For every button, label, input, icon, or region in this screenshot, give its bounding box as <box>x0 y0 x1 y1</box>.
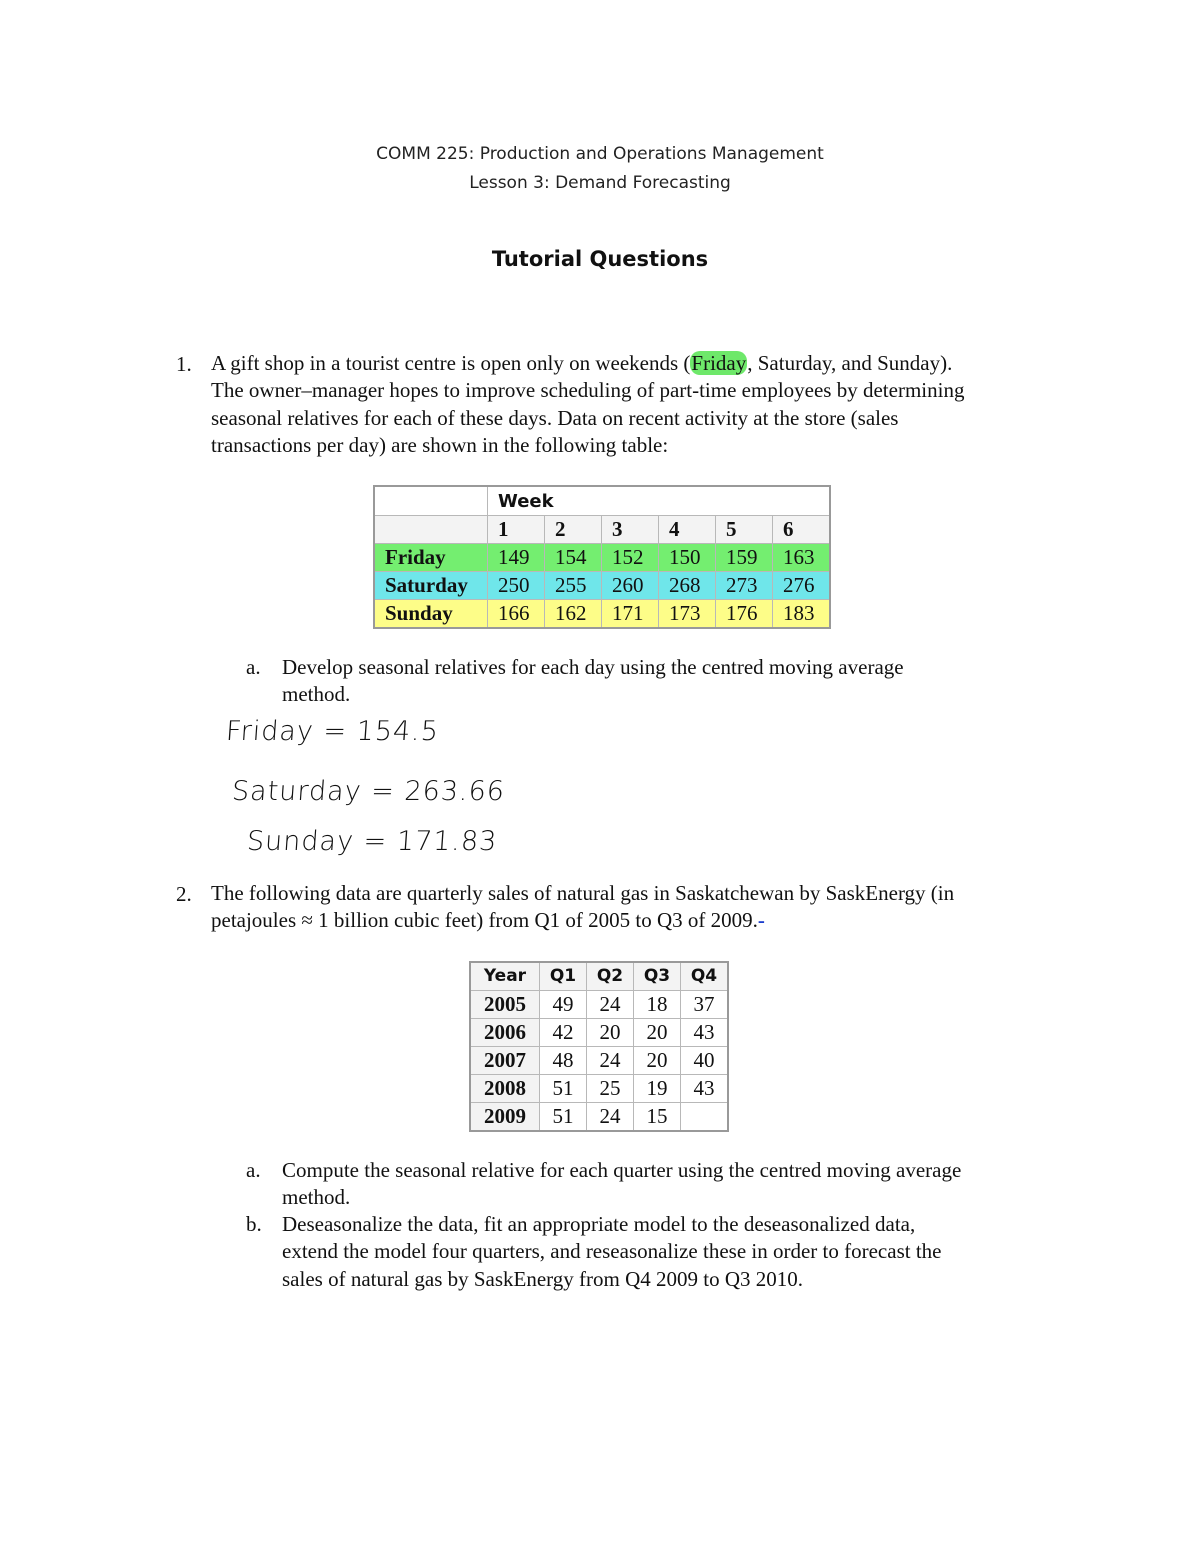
table-cell: 40 <box>681 1047 729 1075</box>
table-cell: 48 <box>540 1047 587 1075</box>
table-cell: 152 <box>602 544 659 572</box>
question-2-line-2: petajoules ≈ 1 billion cubic feet) from Q1 of 2005 to Q3 of 2009. <box>211 908 758 933</box>
question-1-line-3: seasonal relatives for each of these days. Data on recent activity at the store (sales <box>211 405 899 430</box>
course-title: COMM 225: Production and Operations Management <box>376 144 824 164</box>
q2-part-a-text <box>282 1157 1082 1212</box>
year-cell: 2008 <box>470 1075 540 1103</box>
question-1-number: 1. <box>176 352 192 376</box>
q2-part-a-line-2: method. <box>282 1185 351 1210</box>
table-cell: 49 <box>540 991 587 1019</box>
week-label: Week <box>498 491 554 512</box>
table-row <box>470 1047 728 1075</box>
table-cell: 19 <box>634 1075 681 1103</box>
header-q3: Q3 <box>634 962 681 991</box>
table-cell <box>681 1103 729 1132</box>
table-cell: 15 <box>634 1103 681 1132</box>
lesson-title: Lesson 3: Demand Forecasting <box>469 173 731 193</box>
table-row-friday <box>374 544 830 572</box>
header-q2: Q2 <box>587 962 634 991</box>
handwritten-sunday-answer: Sunday = 171.83 <box>245 826 499 857</box>
q1-part-a-line-1: Develop seasonal relatives for each day using the centred moving average <box>282 655 904 679</box>
question-1-line-1 <box>211 350 1111 377</box>
table-cell: 176 <box>716 600 773 629</box>
year-cell: 2006 <box>470 1019 540 1047</box>
table-cell: 183 <box>773 600 831 629</box>
header-year: Year <box>470 962 540 991</box>
table-row <box>470 991 728 1019</box>
q2-part-a-line-1: Compute the seasonal relative for each quarter using the centred moving average <box>282 1158 962 1182</box>
header-q4: Q4 <box>681 962 729 991</box>
table-cell: 162 <box>545 600 602 629</box>
header-q1: Q1 <box>540 962 587 991</box>
table-cell: 43 <box>681 1075 729 1103</box>
table-header-row <box>470 962 728 991</box>
table-cell: 37 <box>681 991 729 1019</box>
year-cell: 2009 <box>470 1103 540 1132</box>
question-1-text <box>211 350 1111 459</box>
q2-part-b-label: b. <box>246 1212 262 1236</box>
table-row <box>470 1103 728 1132</box>
q2-part-b-text <box>282 1211 1082 1293</box>
week-4: 4 <box>659 516 716 544</box>
question-1-line-2: The owner–manager hopes to improve scheduling of part-time employees by determining <box>211 378 965 403</box>
weekend-sales-table <box>373 485 831 629</box>
year-cell: 2005 <box>470 991 540 1019</box>
table-cell: 24 <box>587 1047 634 1075</box>
blue-dash-mark: - <box>757 908 765 933</box>
table-cell: 276 <box>773 572 831 600</box>
week-5: 5 <box>716 516 773 544</box>
q1-part-a-label: a. <box>246 655 261 679</box>
week-row-label <box>374 516 488 544</box>
question-1-line-4: transactions per day) are shown in the following table: <box>211 432 669 457</box>
question-2-line-2-wrap <box>211 907 1111 934</box>
day-label: Sunday <box>374 600 488 629</box>
q2-part-a-label: a. <box>246 1158 261 1182</box>
table-cell: 20 <box>634 1047 681 1075</box>
table-cell: 51 <box>540 1103 587 1132</box>
table-cell: 20 <box>634 1019 681 1047</box>
table-cell: 149 <box>488 544 545 572</box>
week-number-row <box>374 516 830 544</box>
table-row <box>470 1075 728 1103</box>
week-3: 3 <box>602 516 659 544</box>
table-cell: 273 <box>716 572 773 600</box>
table-cell: 260 <box>602 572 659 600</box>
question-2-number: 2. <box>176 882 192 906</box>
q1-part-a-line-2: method. <box>282 682 351 707</box>
table-cell: 154 <box>545 544 602 572</box>
table-cell: 24 <box>587 991 634 1019</box>
table-cell: 268 <box>659 572 716 600</box>
table-row-saturday <box>374 572 830 600</box>
table-row <box>470 1019 728 1047</box>
week-header <box>488 486 831 516</box>
question-2-text <box>211 880 1111 935</box>
q2-part-b-line-1: Deseasonalize the data, fit an appropriate model to the deseasonalized data, <box>282 1212 916 1236</box>
handwritten-friday-answer: Friday = 154.5 <box>224 716 441 747</box>
friday-highlight: Friday <box>691 351 747 375</box>
table-cell: 163 <box>773 544 831 572</box>
week-1: 1 <box>488 516 545 544</box>
table-cell: 20 <box>587 1019 634 1047</box>
question-2-line-1: The following data are quarterly sales of natural gas in Saskatchewan by SaskEnergy (in <box>211 881 955 905</box>
table-cell: 255 <box>545 572 602 600</box>
page-title: Tutorial Questions <box>491 247 709 271</box>
table-cell: 150 <box>659 544 716 572</box>
table-cell: 42 <box>540 1019 587 1047</box>
q1-text-after: , Saturday, and Sunday). <box>747 351 953 375</box>
q2-part-b-line-3: sales of natural gas by SaskEnergy from Q4 2009 to Q3 2010. <box>282 1266 804 1291</box>
day-label: Saturday <box>374 572 488 600</box>
table-cell: 51 <box>540 1075 587 1103</box>
q1-text-before: A gift shop in a tourist centre is open only on weekends ( <box>211 351 691 375</box>
table-cell: 25 <box>587 1075 634 1103</box>
table-cell: 43 <box>681 1019 729 1047</box>
week-6: 6 <box>773 516 831 544</box>
handwritten-saturday-answer: Saturday = 263.66 <box>230 776 507 807</box>
q2-part-b-line-2: extend the model four quarters, and reseasonalize these in order to forecast the <box>282 1239 942 1264</box>
table-cell: 250 <box>488 572 545 600</box>
table-cell: 173 <box>659 600 716 629</box>
year-cell: 2007 <box>470 1047 540 1075</box>
table-cell: 166 <box>488 600 545 629</box>
natural-gas-sales-table <box>469 961 729 1132</box>
table-cell: 171 <box>602 600 659 629</box>
day-label: Friday <box>374 544 488 572</box>
table-cell: 24 <box>587 1103 634 1132</box>
table-cell: 159 <box>716 544 773 572</box>
table-cell: 18 <box>634 991 681 1019</box>
q1-part-a-text <box>282 654 1082 709</box>
table-row-sunday <box>374 600 830 629</box>
week-2: 2 <box>545 516 602 544</box>
table-corner <box>374 486 488 516</box>
